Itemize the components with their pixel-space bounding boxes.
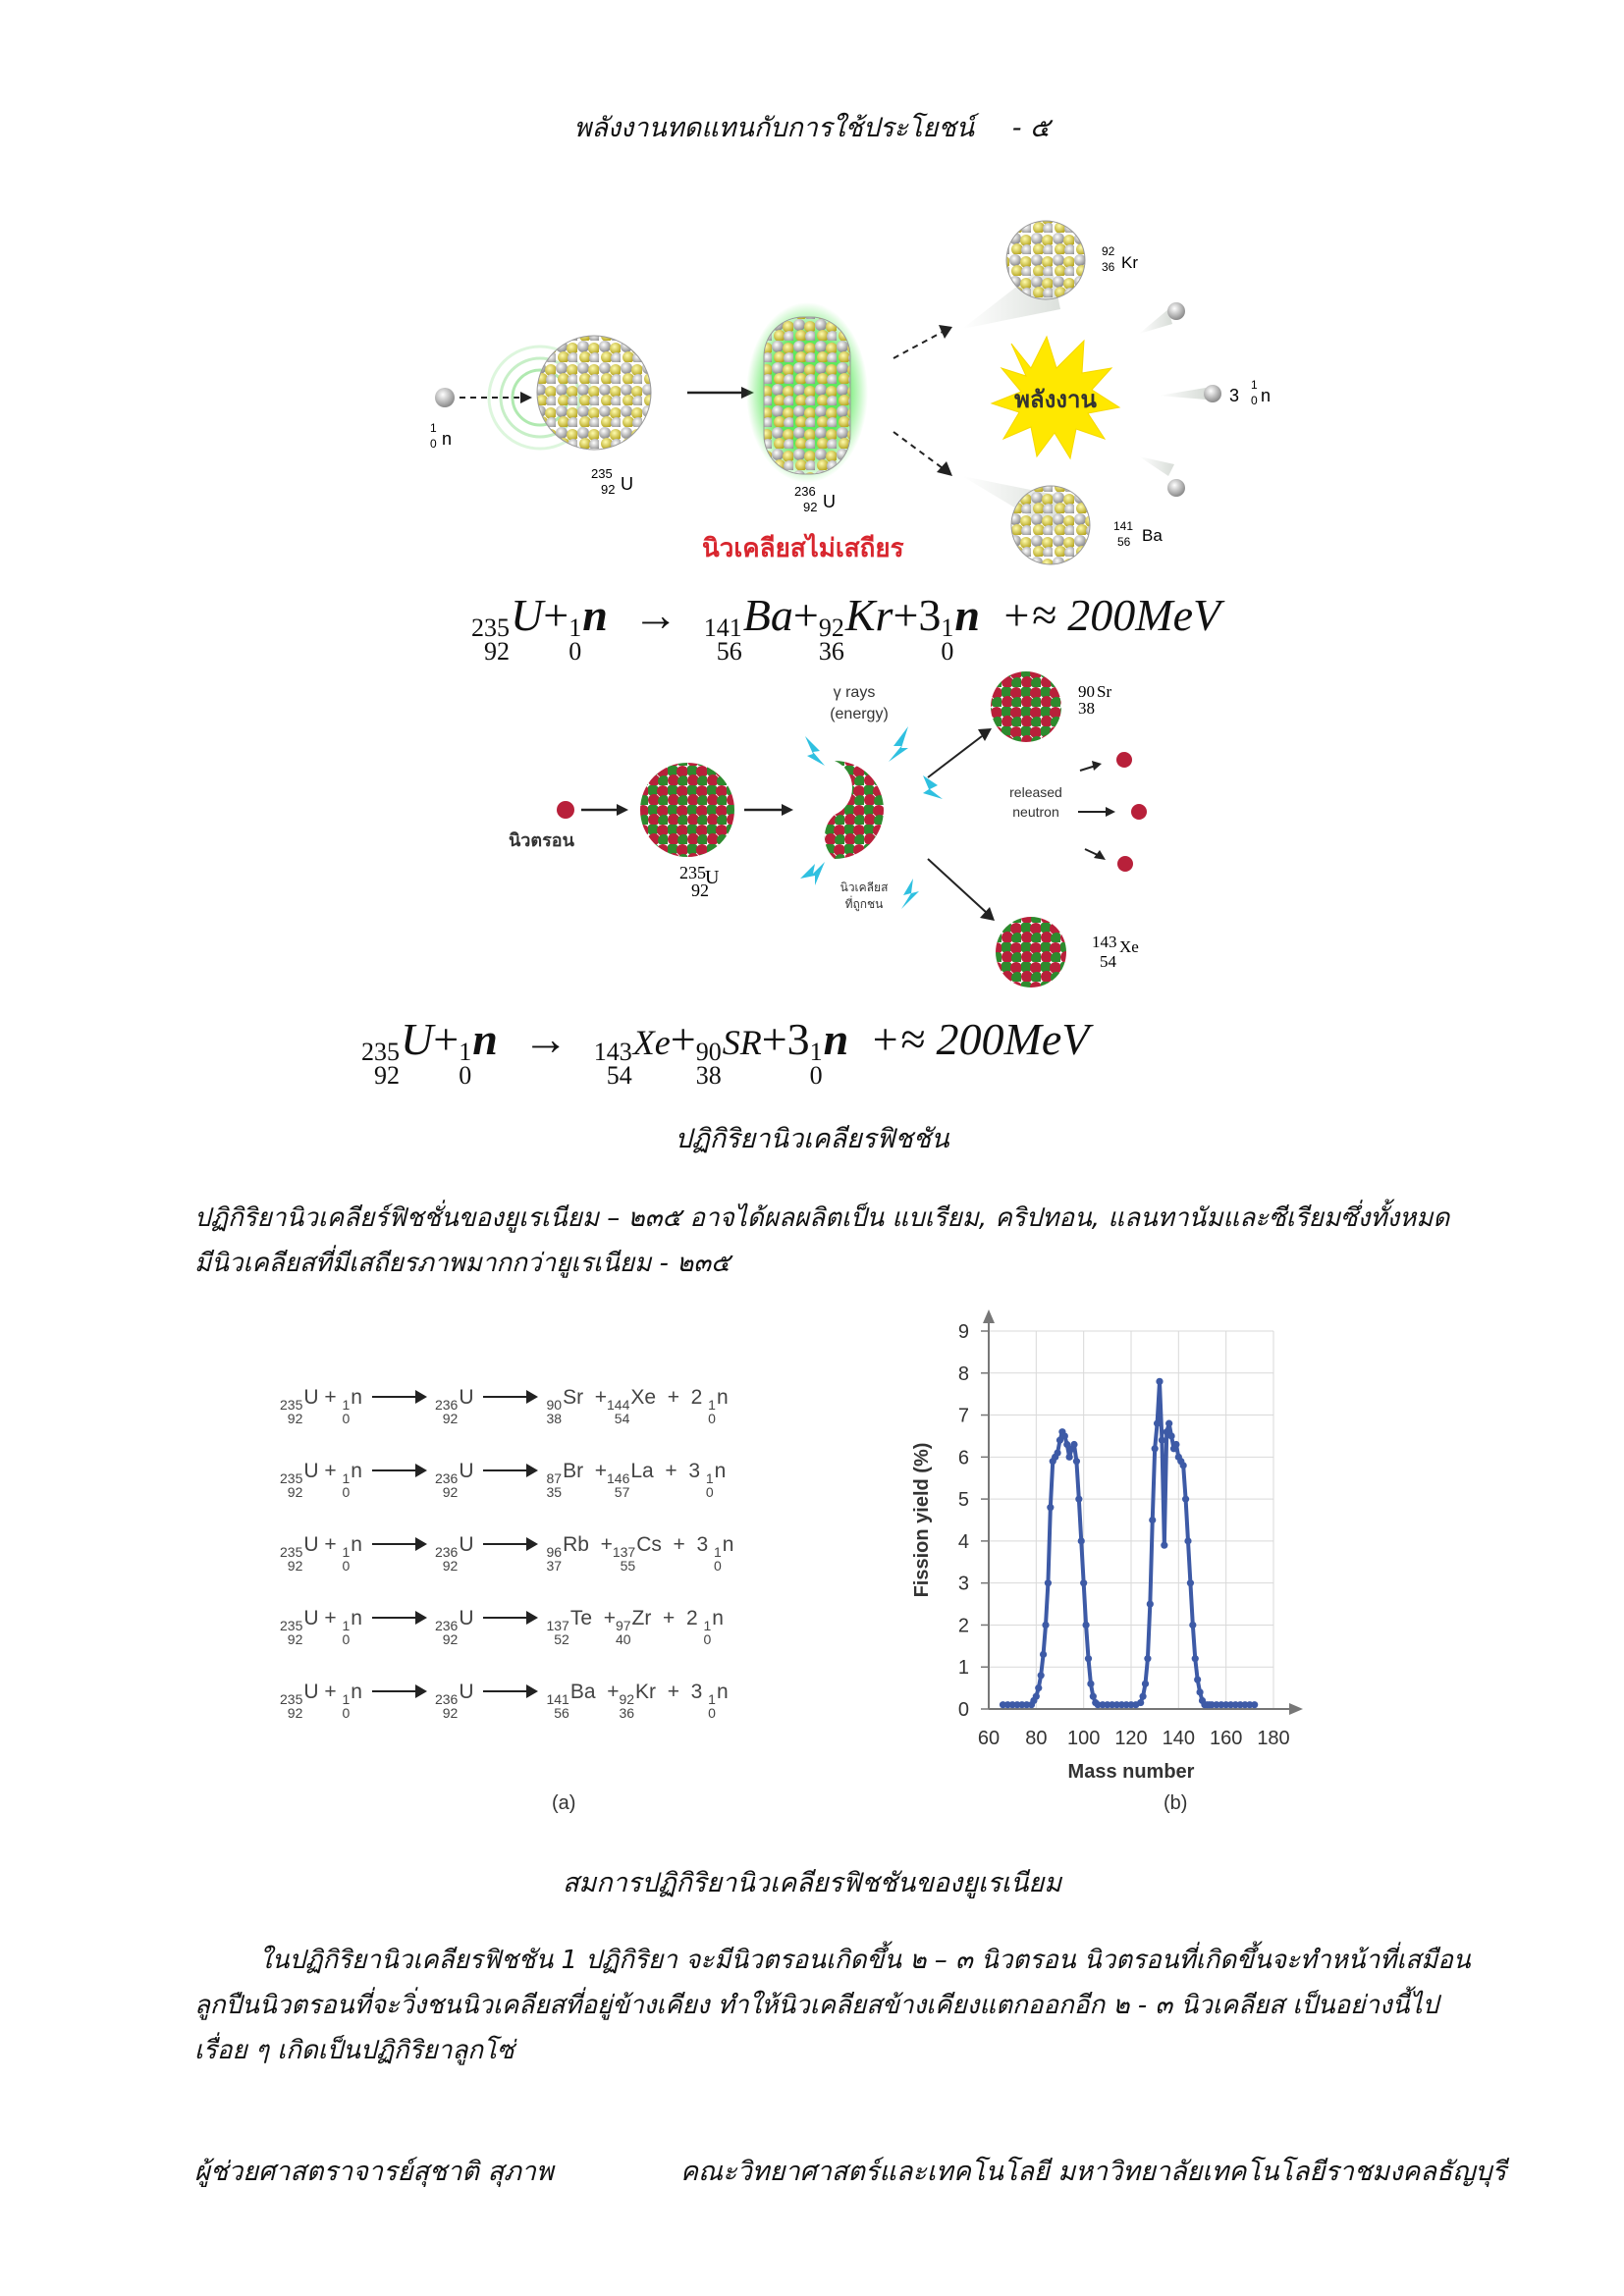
data-point: [1182, 1496, 1189, 1503]
u235-nucleus: [537, 336, 651, 450]
data-point: [1180, 1462, 1187, 1468]
reaction-row: 235 92 U + 1 0 n 236 92 U 141 56 Ba + 92 36 Kr + 3 1 0 n: [280, 1681, 729, 1721]
u235-nucleus-2: [640, 763, 734, 857]
neutron-in-symbol: n: [442, 429, 453, 449]
data-point: [1192, 1655, 1199, 1662]
y-tick-label: 3: [957, 1573, 969, 1595]
reaction-row: 235 92 U + 1 0 n 236 92 U 137 52 Te + 97 40 Zr + 2 1 0 n: [280, 1607, 724, 1647]
gamma-label: γ rays: [833, 684, 876, 701]
data-point: [1147, 1600, 1154, 1607]
split-nucleus: [825, 761, 884, 859]
label-b: (b): [1164, 1792, 1188, 1814]
gamma-sub: (energy): [830, 706, 889, 722]
y-tick-label: 2: [957, 1615, 969, 1637]
page-header: [0, 106, 1624, 148]
data-point: [1038, 1672, 1045, 1679]
released-neutron-2: [1204, 385, 1221, 402]
u236-symbol: U: [823, 492, 836, 511]
energy-label: พลังงาน: [1014, 386, 1097, 413]
u235-2-symbol: U: [705, 867, 720, 888]
data-point: [1045, 1579, 1052, 1586]
y-axis-arrow: [983, 1309, 995, 1323]
x-tick-label: 180: [1257, 1728, 1290, 1749]
u235-mass: 235: [591, 466, 613, 481]
data-point: [1073, 1458, 1080, 1465]
xe-nucleus: [996, 917, 1066, 988]
neutrons-out-coef: 3: [1229, 386, 1240, 405]
neutron-in-atomic: 0: [430, 437, 437, 451]
sr-nucleus: [991, 671, 1061, 742]
released-neutron-1: [1167, 302, 1185, 320]
data-point: [1189, 1622, 1196, 1629]
u235-2-atomic: 92: [691, 881, 709, 900]
y-tick-label: 5: [957, 1489, 969, 1512]
xe-atomic: 54: [1100, 952, 1116, 971]
data-point: [1082, 1622, 1089, 1629]
y-tick-label: 9: [957, 1321, 969, 1343]
header-title: พลังงานทดแทนกับการใช้ประโยชน์: [573, 113, 975, 143]
fission-illustration-2: [491, 667, 1168, 991]
data-point: [1196, 1688, 1203, 1695]
data-point: [1194, 1676, 1201, 1682]
data-point: [1154, 1420, 1161, 1427]
equation-1: 235 92 U+ 1 0 n → 141 56 Ba+ 92 36 Kr+3 1 0 n +≈ 200MeV: [471, 590, 1221, 666]
data-point: [1061, 1432, 1068, 1439]
data-point: [1066, 1454, 1073, 1461]
x-axis-label: Mass number: [1067, 1761, 1195, 1783]
released-neutron-3: [1167, 479, 1185, 497]
neutrons-out-symbol: n: [1261, 386, 1272, 405]
neutron-in-mass: 1: [430, 421, 437, 435]
caption-1: ปฏิกิริยานิวเคลียรฟิชชัน: [675, 1124, 949, 1154]
data-point: [1070, 1441, 1077, 1448]
paragraph-2: [194, 1938, 1500, 2073]
y-tick-label: 0: [957, 1699, 969, 1721]
kr-atomic: 36: [1102, 260, 1115, 274]
u236-mass: 236: [794, 484, 816, 499]
data-point: [1187, 1579, 1194, 1586]
ba-symbol: Ba: [1142, 526, 1163, 545]
reaction-list: [280, 1386, 733, 1754]
equation-2: 235 92 U+ 1 0 n → 143 54 Xe+ 90 38 SR+3 1 0 n +≈ 200MeV: [361, 1014, 1090, 1090]
x-tick-label: 80: [1025, 1728, 1048, 1749]
eq2-energy: +≈ 200MeV: [869, 1014, 1090, 1064]
xe-symbol: Xe: [1119, 937, 1139, 956]
fission-yield-chart: [898, 1304, 1389, 1785]
eq1-energy: +≈ 200MeV: [1001, 590, 1221, 640]
neutron-label: นิวตรอน: [509, 830, 574, 851]
data-point: [1054, 1449, 1060, 1456]
footer-author: ผู้ช่วยศาสตราจารย์สุชาติ สุภาพ: [194, 2157, 554, 2187]
unstable-nucleus-label: นิวเคลียสไม่เสถียร: [702, 534, 904, 563]
xe-mass: 143: [1092, 933, 1117, 951]
x-tick-label: 60: [977, 1728, 1001, 1749]
x-tick-label: 140: [1162, 1728, 1196, 1749]
y-tick-label: 4: [957, 1530, 969, 1553]
label-a: (a): [552, 1792, 576, 1814]
hit-label-1: นิวเคลียส: [839, 881, 889, 894]
u235-2-mass: 235: [679, 863, 706, 882]
x-tick-label: 160: [1209, 1728, 1243, 1749]
data-point: [1139, 1693, 1146, 1700]
y-axis-label: Fission yield (%): [911, 1442, 933, 1598]
paragraph-2-line-3: เรื่อย ๆ เกิดเป็นปฏิกิริยาลูกโซ่: [194, 2036, 514, 2065]
ba-atomic: 56: [1117, 535, 1131, 549]
data-point: [1087, 1681, 1094, 1687]
page-number: - ๕: [1011, 113, 1051, 143]
data-point: [1033, 1693, 1040, 1700]
kr-nucleus: [1006, 221, 1085, 299]
sr-mass: 90: [1078, 682, 1095, 701]
y-tick-label: 6: [957, 1447, 969, 1469]
reaction-row: 235 92 U + 1 0 n 236 92 U 90 38 Sr + 144 54 Xe + 2 1 0 n: [280, 1386, 729, 1426]
reaction-row: 235 92 U + 1 0 n 236 92 U 96 37 Rb + 137 55 Cs + 3 1 0 n: [280, 1533, 734, 1574]
data-point: [1042, 1622, 1049, 1629]
data-point: [1144, 1655, 1151, 1662]
data-point: [1161, 1542, 1167, 1549]
footer-affiliation: คณะวิทยาศาสตร์และเทคโนโลยี มหาวิทยาลัยเทคโนโลยีราชมงคลธัญบุรี: [680, 2157, 1506, 2187]
data-point: [1152, 1445, 1159, 1452]
released-label-2: neutron: [1012, 804, 1059, 820]
paragraph-2-line-2: ลูกปืนนิวตรอนที่จะวิ่งชนนิวเคลียสที่อยู่ข้างเคียง ทำให้นิวเคลียสข้างเคียงแตกออกอีก ๒ - ๓ นิวเคลียส เป็นอย่างนี้ไป: [194, 1991, 1439, 2020]
incoming-neutron-2: [557, 801, 574, 819]
data-point: [1090, 1693, 1097, 1700]
data-point: [1159, 1437, 1165, 1444]
paragraph-1-line-2: มีนิวเคลียสที่มีเสถียรภาพมากกว่ายูเรเนียม - ๒๓๕: [194, 1249, 731, 1278]
x-axis-arrow: [1289, 1703, 1303, 1715]
hit-label-2: ที่ถูกชน: [844, 897, 884, 911]
data-point: [1040, 1651, 1047, 1658]
sr-symbol: Sr: [1097, 682, 1112, 701]
data-point: [1137, 1699, 1144, 1706]
data-point: [1251, 1701, 1258, 1708]
u236-nucleus: [764, 317, 850, 474]
incoming-neutron: [435, 388, 455, 407]
ba-mass: 141: [1113, 519, 1134, 533]
x-tick-label: 120: [1114, 1728, 1148, 1749]
data-point: [1172, 1441, 1179, 1448]
data-point: [1080, 1579, 1087, 1586]
u236-atomic: 92: [803, 500, 818, 514]
data-point: [1035, 1684, 1042, 1691]
y-tick-label: 8: [957, 1362, 969, 1385]
y-tick-label: 7: [957, 1405, 969, 1427]
released-label-1: released: [1009, 784, 1062, 800]
data-point: [1184, 1537, 1191, 1544]
u235-atomic: 92: [601, 482, 616, 497]
neutrons-out-atomic: 0: [1251, 394, 1258, 407]
data-point: [1085, 1655, 1092, 1662]
paragraph-1-line-1: ปฏิกิริยานิวเคลียร์ฟิชชั่นของยูเรเนียม – ๒๓๕ อาจได้ผลผลิตเป็น แบเรียม, คริปทอน, แลนทานัมและซีเรียมซึ่งทั้งหมด: [194, 1203, 1450, 1233]
reaction-row: 235 92 U + 1 0 n 236 92 U 87 35 Br + 146 57 La + 3 1 0 n: [280, 1460, 727, 1500]
data-point: [1167, 1432, 1174, 1439]
sr-atomic: 38: [1078, 699, 1095, 718]
data-point: [1165, 1420, 1172, 1427]
data-point: [1075, 1496, 1082, 1503]
kr-symbol: Kr: [1121, 253, 1138, 272]
y-tick-label: 1: [957, 1657, 969, 1680]
eq1-u: U: [511, 590, 544, 640]
kr-mass: 92: [1102, 244, 1115, 258]
fission-illustration-1: [383, 211, 1296, 579]
paragraph-2-line-1: ในปฏิกิริยานิวเคลียรฟิชชัน 1 ปฏิกิริยา จะมีนิวตรอนเกิดขึ้น ๒ – ๓ นิวตรอน นิวตรอนที่เกิดขึ้นจะทำหน้าที่เสมือน: [259, 1946, 1471, 1975]
x-tick-label: 100: [1066, 1728, 1101, 1749]
paragraph-1: [194, 1196, 1490, 1286]
data-point: [1047, 1504, 1054, 1511]
data-point: [1078, 1537, 1085, 1544]
data-point: [1156, 1378, 1163, 1385]
data-point: [1149, 1517, 1156, 1523]
data-point: [1142, 1681, 1149, 1687]
neutrons-out-mass: 1: [1251, 378, 1258, 392]
u235-symbol: U: [621, 474, 633, 494]
caption-2: สมการปฏิกิริยานิวเคลียรฟิชชันของยูเรเนียม: [562, 1868, 1062, 1898]
ba-nucleus: [1011, 486, 1090, 564]
